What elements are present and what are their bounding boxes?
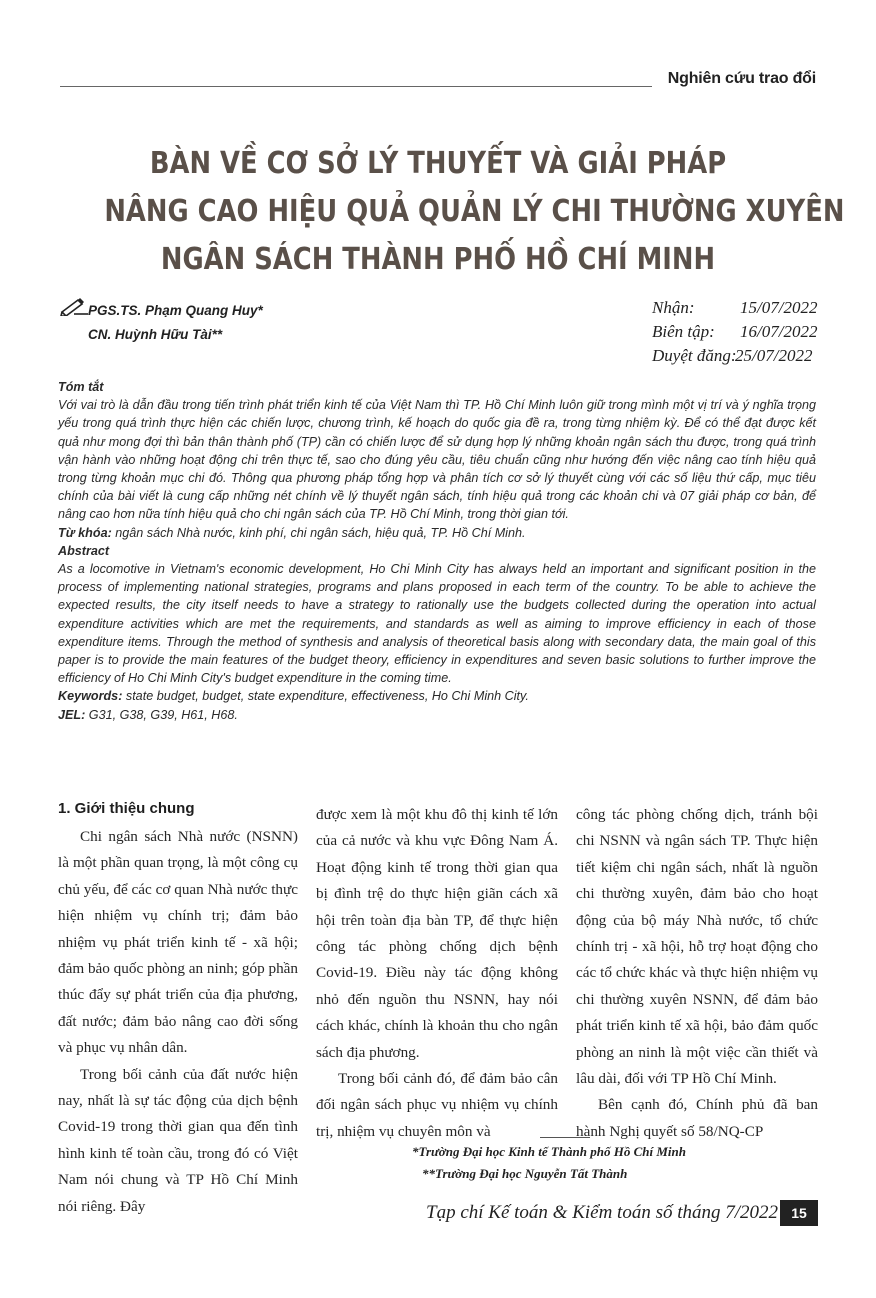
body-column-3 <box>576 802 818 1145</box>
pen-icon <box>60 296 90 316</box>
jel-codes <box>58 706 816 724</box>
footnote-rule <box>540 1137 590 1138</box>
paragraph: Trong bối cảnh đó, để đảm bảo cân đối ngân sách phục vụ nhiệm vụ chính trị, nhiệm vụ chuyên môn và <box>316 1070 558 1140</box>
header-rule <box>60 86 652 87</box>
abstract-en-heading: Abstract <box>58 543 110 558</box>
article-title <box>104 140 845 284</box>
footnote: **Trường Đại học Nguyễn Tất Thành <box>422 1166 628 1181</box>
section-label: Nghiên cứu trao đổi <box>667 70 816 87</box>
date-row-received <box>652 298 822 320</box>
body-column-2 <box>316 802 558 1145</box>
paragraph: công tác phòng chống dịch, tránh bội chi NSNN và ngân sách TP. Thực hiện tiết kiệm chi ngân sách, nhất là nguồn chi thường xuyên, đảm bảo cho hoạt động của bộ máy Nhà nước, tổ chức chính trị - xã hội, hỗ trợ hoạt động cho các tổ chức khác và thực hiện nhiệm vụ chi thường xuyên NSNN, để đảm bảo phát triển kinh tế xã hội, bảo đảm quốc phòng an ninh là một việc cần thiết và lâu dài, đối với TP Hồ Chí Minh. <box>576 806 818 1088</box>
journal-footer: Tạp chí Kế toán & Kiểm toán số tháng 7/2022 <box>426 1202 779 1223</box>
date-value: 15/07/2022 <box>740 298 818 317</box>
body-column-1 <box>58 824 298 1220</box>
keywords-en-label: Keywords: <box>58 689 123 704</box>
date-label: Nhận: <box>652 298 695 317</box>
abstract-vi-text: Với vai trò là dẫn đầu trong tiến trình phát triển kinh tế của Việt Nam thì TP. Hồ Chí Minh luôn giữ trong mình một vị trí và ý nghĩa trọng yếu trong quá trình thực hiện các chiến lược, chương trình, kế hoạch do quốc gia đề ra, trong từng nhiệm kỳ. Để có thể đạt được kết quả như mong đợi thì bản thân thành phố (TP) cần có chiến lược để sử dụng hợp lý những khoản ngân sách thu được, trong quá trình vận hành vào những hoạt động chi trên thực tế, sao cho đúng yêu cầu, tiêu chuẩn cũng như hướng đến việc nâng cao tính hiệu quả trong từng khoản mục chi đó. Thông qua phương pháp tổng hợp và phân tích cơ sở lý thuyết cùng với các số liệu thứ cấp, mục tiêu chính của bài viết là cung cấp những nét chính về lý thuyết ngân sách, tính hiệu quả trong các khoản chi và 07 giải pháp cơ bản, để nâng cao hơn nữa tính hiệu quả cho chi ngân sách của TP. Hồ Chí Minh, trong thời gian tới. <box>58 398 816 522</box>
keywords-en-text: state budget, budget, state expenditure, effectiveness, Ho Chi Minh City. <box>125 689 529 704</box>
keywords-vi-text: ngân sách Nhà nước, kinh phí, chi ngân sách, hiệu quả, TP. Hồ Chí Minh. <box>115 525 526 540</box>
date-label: Duyệt đăng: <box>652 346 737 365</box>
keywords-en <box>58 687 816 705</box>
paragraph: Chi ngân sách Nhà nước (NSNN) là một phần quan trọng, là một công cụ chủ yếu, để các cơ quan Nhà nước thực hiện nhiệm vụ chính trị; đảm bảo nhiệm vụ phát triển kinh tế - xã hội; đảm bảo quốc phòng an ninh; góp phần thúc đẩy sự phát triển của địa phương, đất nước; đảm bảo nâng cao đời sống và phục vụ nhân dân. <box>58 828 299 1057</box>
footnote: *Trường Đại học Kinh tế Thành phố Hồ Chí Minh <box>412 1144 687 1159</box>
date-row-edited <box>652 322 822 344</box>
paragraph: được xem là một khu đô thị kinh tế lớn của cả nước và khu vực Đông Nam Á. Hoạt động kinh tế trong thời gian qua bị đình trệ do thực hiện giãn cách xã hội trên toàn địa bàn TP, để thực hiện công tác phòng chống dịch bệnh Covid-19. Điều này tác động không nhỏ đến nguồn thu NSNN, hay nói cách khác, chính là khoản thu cho ngân sách địa phương. <box>316 806 558 1061</box>
title-line: BÀN VỀ CƠ SỞ LÝ THUYẾT VÀ GIẢI PHÁP <box>149 146 727 181</box>
date-value: 25/07/2022 <box>735 346 813 365</box>
jel-label: JEL: <box>58 707 86 722</box>
paragraph: Trong bối cảnh của đất nước hiện nay, nhất là sự tác động của dịch bệnh Covid-19 trong thời gian qua đến tình hình kinh tế toàn cầu, trong đó có Việt Nam nói chung và TP Hồ Chí Minh nói riêng. Đây <box>58 1065 298 1215</box>
author-name: PGS.TS. Phạm Quang Huy* <box>88 303 263 318</box>
date-row-approved <box>652 346 822 368</box>
jel-text: G31, G38, G39, H61, H68. <box>88 707 238 722</box>
keywords-vi-label: Từ khóa: <box>58 525 112 540</box>
abstract-en-text: As a locomotive in Vietnam's economic development, Ho Chi Minh City has always held an important and significant position in the process of implementing national strategies, programs and plans proposed in each term of the country. To be able to achieve the expected results, the city itself needs to have a strategy to rationally use the budgets collected during the operation into actual expenditure activities which are met the requirements, and standards as well as aiming to improve efficiency in each of those expenditure items. Through the method of synthesis and analysis of theoretical basis along with secondary data, the main goal of this paper is to provide the main features of the budget theory, efficiency in expenditures and seven basic solutions to further improve the efficiency of Ho Chi Minh City's budget expenditure in the coming time. <box>58 562 816 686</box>
title-line: NGÂN SÁCH THÀNH PHỐ HỒ CHÍ MINH <box>160 242 716 277</box>
author-name: CN. Huỳnh Hữu Tài** <box>88 327 223 342</box>
page-number: 15 <box>780 1200 818 1226</box>
date-value: 16/07/2022 <box>740 322 818 341</box>
keywords-vi <box>58 524 816 542</box>
title-line: NÂNG CAO HIỆU QUẢ QUẢN LÝ CHI THƯỜNG XUYÊN <box>104 194 845 229</box>
date-block <box>652 298 822 373</box>
section-heading: 1. Giới thiệu chung <box>58 800 195 817</box>
abstract-vi-heading: Tóm tắt <box>58 380 104 394</box>
abstract-block <box>58 378 816 724</box>
date-label: Biên tập: <box>652 322 715 341</box>
paragraph: Bên cạnh đó, Chính phủ đã ban hành Nghị quyết số 58/NQ-CP <box>576 1096 818 1140</box>
